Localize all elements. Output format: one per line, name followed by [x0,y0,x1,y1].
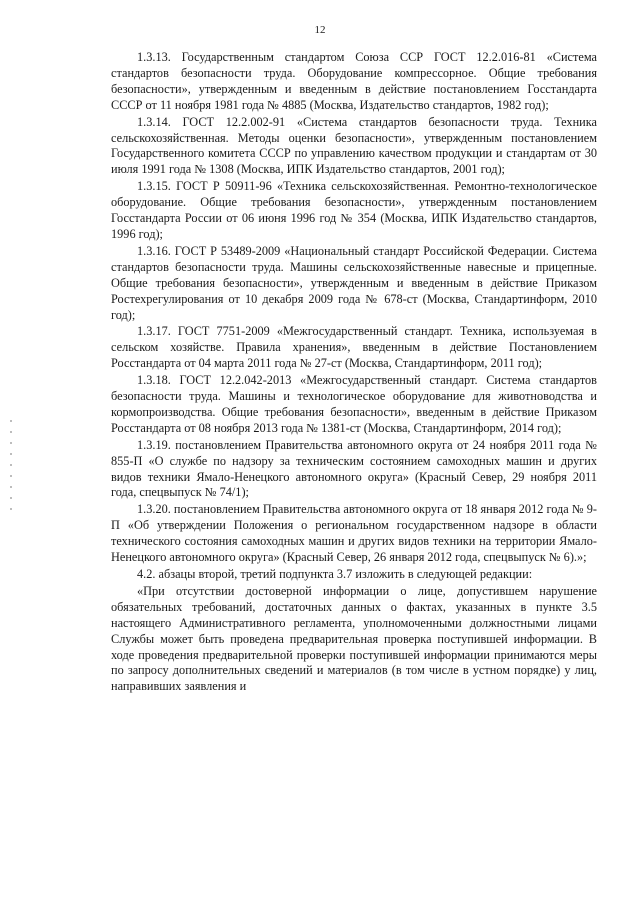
binding-dot [10,431,12,433]
binding-dot [10,442,12,444]
paragraph-1-3-15: 1.3.15. ГОСТ Р 50911-96 «Техника сельскохозяйственная. Ремонтно-технологическое оборудование. Общие требования безопасности», утвержденным постановлением Госстандарта России от 06 июня 1996 год № 354 (Москва, ИПК Издательство стандартов, 1996 год); [111,179,597,241]
document-body [111,50,597,696]
binding-marks [10,420,13,519]
paragraph-quoted-text: «При отсутствии достоверной информации о лице, допустившем нарушение обязательных требований, достаточных данных о фактах, указанных в пункте 3.5 настоящего Административного регламента, уполномоченными должностными лицами Службы может быть проведена предварительная проверка поступившей информации. В ходе проведения предварительной проверки поступившей информации принимаются меры по запросу дополнительных сведений и материалов (в том числе в устном порядке) у лиц, направивших заявления и [111,583,597,694]
paragraph-1-3-19: 1.3.19. постановлением Правительства автономного округа от 24 ноября 2011 года № 855-П «О службе по надзору за техническим состоянием самоходных машин и других видов техники Ямало-Ненецкого автономного округа» (Красный Север, 29 ноября 2011 года, спецвыпуск № 74/1); [111,437,597,500]
paragraph-1-3-17: 1.3.17. ГОСТ 7751-2009 «Межгосударственный стандарт. Техника, используемая в сельском хозяйстве. Правила хранения», введенным в действие Постановлением Росстандарта от 04 марта 2011 года № 27-ст (Москва, Стандартинформ, 2011 год); [111,324,597,371]
paragraph-1-3-14: 1.3.14. ГОСТ 12.2.002-91 «Система стандартов безопасности труда. Техника сельскохозяйственная. Методы оценки безопасности», утвержденным постановлением Государственного комитета СССР по управлению качеством продукции и стандартам от 30 июля 1991 года № 1308 (Москва, ИПК Издательство стандартов, 2001 год); [111,114,597,177]
binding-dot [10,486,12,488]
page-number: 12 [314,24,326,36]
binding-dot [10,475,12,477]
binding-dot [10,508,12,510]
binding-dot [10,420,12,422]
binding-dot [10,497,12,499]
paragraph-4-2: 4.2. абзацы второй, третий подпункта 3.7 изложить в следующей редакции: [137,567,533,581]
paragraph-1-3-13: 1.3.13. Государственным стандартом Союза ССР ГОСТ 12.2.016-81 «Система стандартов безопасности труда. Оборудование компрессорное. Общие требования безопасности», утвержденным и введенным в действие постановлением Госстандарта СССР от 11 ноября 1981 года № 4885 (Москва, Издательство стандартов, 1982 год); [111,50,597,112]
paragraph-1-3-16: 1.3.16. ГОСТ Р 53489-2009 «Национальный стандарт Российской Федерации. Система стандартов безопасности труда. Машины сельскохозяйственные навесные и прицепные. Общие требования безопасности», утвержденным и введенным в действие Приказом Ростехрегулирования от 10 декабря 2009 года № 678-ст (Москва, Стандартинформ, 2010 год); [111,243,597,322]
paragraph-1-3-18: 1.3.18. ГОСТ 12.2.042-2013 «Межгосударственный стандарт. Система стандартов безопасности труда. Машины и технологическое оборудование для животноводства и кормопроизводства. Общие требования безопасности», введенным в действие Приказом Росстандарта от 08 ноября 2013 года № 1381-ст (Москва, Стандартинформ, 2014 год); [111,373,597,435]
binding-dot [10,464,12,466]
binding-dot [10,453,12,455]
paragraph-1-3-20: 1.3.20. постановлением Правительства автономного округа от 18 января 2012 года № 9-П «Об утверждении Положения о региональном государственном надзоре в области технического состояния самоходных машин и других видов техники на территории Ямало-Ненецкого автономного округа» (Красный Север, 26 января 2012 года, спецвыпуск № 6).»; [111,502,597,565]
